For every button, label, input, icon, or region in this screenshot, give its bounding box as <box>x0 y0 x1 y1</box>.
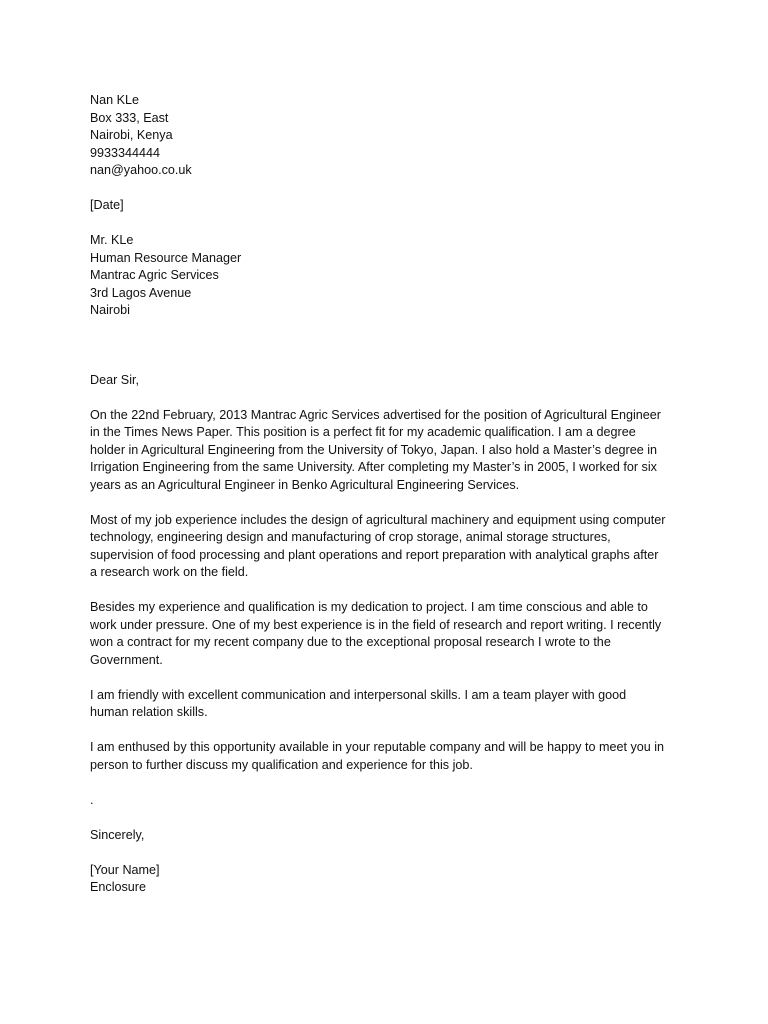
stray-period: . <box>90 792 94 807</box>
body-line: Besides my experience and qualification is my dedication to project. I am time conscious and able to <box>90 600 648 614</box>
enclosure-note: Enclosure <box>90 880 147 894</box>
paragraph-skills <box>90 687 690 722</box>
body-line: I am friendly with excellent communication and interpersonal skills. I am a team player with good <box>90 687 627 702</box>
body-line: I am enthused by this opportunity available in your reputable company and will be happy to meet you in <box>90 740 665 754</box>
body-line: Most of my job experience includes the design of agricultural machinery and equipment using computer <box>90 512 666 527</box>
recipient-street: 3rd Lagos Avenue <box>90 285 192 300</box>
body-line: won a contract for my recent company due to the exceptional proposal research I wrote to the <box>90 635 611 649</box>
body-line: Government. <box>90 652 163 667</box>
paragraph-intro <box>90 407 690 495</box>
letter-date: [Date] <box>90 198 124 212</box>
body-line: years as an Agricultural Engineer in Benko Agricultural Engineering Services. <box>90 477 520 492</box>
body-line: supervision of food processing and plant operations and report preparation with analytical graphs after <box>90 547 659 562</box>
sender-address-line-1: Box 333, East <box>90 110 169 125</box>
body-line: technology, engineering design and manufacturing of crop storage, animal storage structures, <box>90 530 611 544</box>
sender-address <box>90 92 690 180</box>
body-line: human relation skills. <box>90 705 208 719</box>
body-line: holder in Agricultural Engineering from the University of Tokyo, Japan. I also hold a Master’s degree in <box>90 442 658 457</box>
body-line: work under pressure. One of my best experience is in the field of research and report writing. I recently <box>90 617 662 632</box>
signature-name: [Your Name] <box>90 862 160 877</box>
letter-page <box>90 92 690 897</box>
salutation: Dear Sir, <box>90 372 139 387</box>
recipient-title: Human Resource Manager <box>90 250 242 265</box>
paragraph-dedication <box>90 599 690 669</box>
sender-phone: 9933344444 <box>90 145 161 160</box>
sender-name: Nan KLe <box>90 93 140 107</box>
closing: Sincerely, <box>90 827 145 842</box>
sender-address-line-2: Nairobi, Kenya <box>90 128 173 142</box>
recipient-city: Nairobi <box>90 303 130 317</box>
body-line: in the Times News Paper. This position is a perfect fit for my academic qualification. I am a degree <box>90 425 636 439</box>
body-line: a research work on the field. <box>90 565 249 579</box>
recipient-company: Mantrac Agric Services <box>90 268 219 282</box>
body-line: person to further discuss my qualification and experience for this job. <box>90 757 473 772</box>
recipient-name: Mr. KLe <box>90 233 134 247</box>
body-line: Irrigation Engineering from the same University. After completing my Master’s in 2005, I worked for six <box>90 460 657 474</box>
body-line: On the 22nd February, 2013 Mantrac Agric Services advertised for the position of Agricultural Engineer <box>90 407 661 422</box>
paragraph-closing <box>90 739 690 774</box>
paragraph-experience <box>90 512 690 582</box>
recipient-address <box>90 232 690 320</box>
sender-email: nan@yahoo.co.uk <box>90 163 192 177</box>
